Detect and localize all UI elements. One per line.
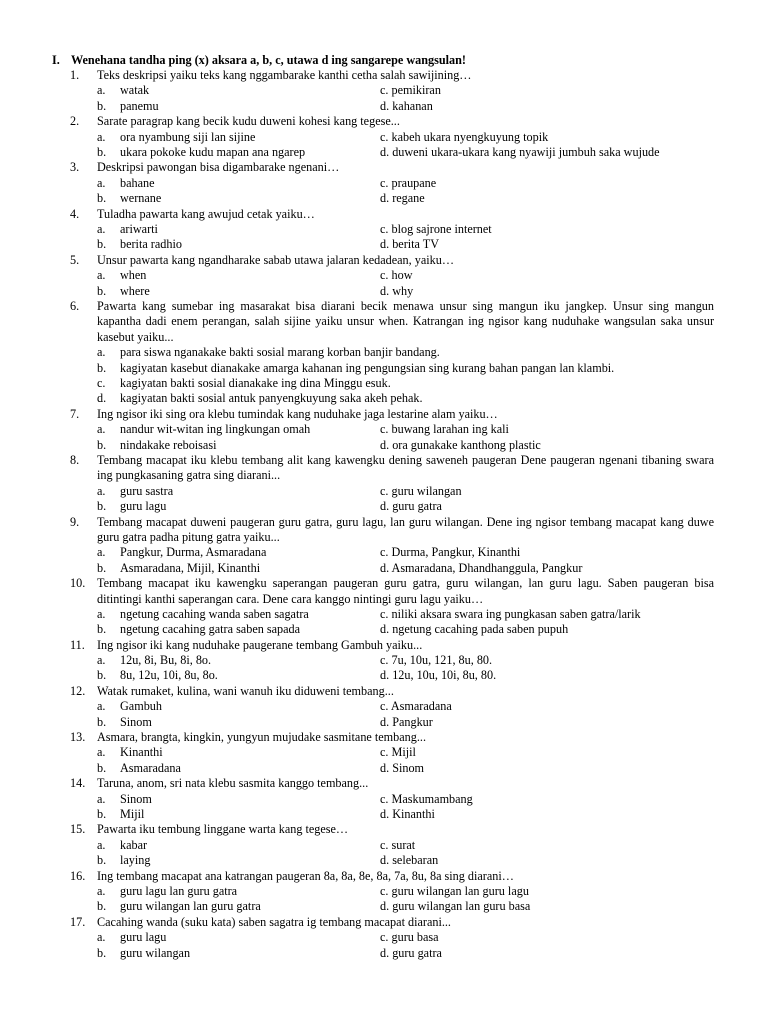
option-row xyxy=(0,668,768,683)
option-d: d. berita TV xyxy=(380,237,440,252)
question-text: Tembang macapat duweni paugeran guru gatra, guru lagu, lan guru wilangan. Dene ing ngisor tembang macapat kang duwe guru gatra padha pitung gatra yaiku... xyxy=(97,514,714,544)
option-a: guru lagu lan guru gatra xyxy=(120,884,238,899)
option-b: Sinom xyxy=(120,714,152,729)
option-letter: a. xyxy=(97,422,106,437)
option-d: d. kahanan xyxy=(380,98,433,113)
option-a: when xyxy=(120,268,147,283)
option-letter: a. xyxy=(97,345,106,360)
question-item xyxy=(0,515,768,577)
option-a: 12u, 8i, Bu, 8i, 8o. xyxy=(120,653,212,668)
option-row xyxy=(0,838,768,853)
question-text: Deskripsi pawongan bisa digambarake ngenani… xyxy=(97,160,340,175)
option-letter: a. xyxy=(97,83,106,98)
option-letter: d. xyxy=(97,391,107,406)
option-c: c. Maskumambang xyxy=(380,791,473,806)
option-a: Gambuh xyxy=(120,699,162,714)
option-row xyxy=(0,884,768,899)
question-item xyxy=(0,160,768,206)
question-item xyxy=(0,638,768,684)
question-item xyxy=(0,207,768,253)
question-number: 2. xyxy=(70,114,80,129)
option-row xyxy=(0,83,768,98)
option-b: 8u, 12u, 10i, 8u, 8o. xyxy=(120,668,218,683)
option-c: c. blog sajrone internet xyxy=(380,221,492,236)
question-item xyxy=(0,730,768,776)
option-row xyxy=(0,484,768,499)
option-letter: b. xyxy=(97,945,107,960)
option-a: Pangkur, Durma, Asmaradana xyxy=(120,545,267,560)
option-a: watak xyxy=(120,83,150,98)
question-number: 16. xyxy=(70,868,86,883)
option-row xyxy=(0,499,768,514)
option-c: c. niliki aksara swara ing pungkasan saben gatra/larik xyxy=(380,606,641,621)
option-row xyxy=(0,422,768,437)
question-text: Unsur pawarta kang ngandharake sabab utawa jalaran kedadean, yaiku… xyxy=(97,252,455,267)
option-letter: b. xyxy=(97,499,107,514)
question-item xyxy=(0,253,768,299)
option-d: d. Kinanthi xyxy=(380,807,435,822)
option-letter: b. xyxy=(97,668,107,683)
option-row xyxy=(0,699,768,714)
option-letter: b. xyxy=(97,560,107,575)
question-text: Pawarta iku tembung linggane warta kang tegese… xyxy=(97,822,349,837)
question-item xyxy=(0,915,768,961)
section-heading xyxy=(0,52,768,68)
option-c: c. Asmaradana xyxy=(380,699,452,714)
question-text: Cacahing wanda (suku kata) saben sagatra ig tembang macapat diarani... xyxy=(97,914,451,929)
option-letter: b. xyxy=(97,760,107,775)
option-row xyxy=(0,438,768,453)
option-c: c. surat xyxy=(380,837,416,852)
question-number: 8. xyxy=(70,452,80,467)
option-letter: a. xyxy=(97,653,106,668)
question-item xyxy=(0,576,768,638)
option-c: c. Durma, Pangkur, Kinanthi xyxy=(380,545,521,560)
option-letter: a. xyxy=(97,606,106,621)
option-c: c. pemikiran xyxy=(380,83,441,98)
option-row xyxy=(0,715,768,730)
question-text: Sarate paragrap kang becik kudu duweni kohesi kang tegese... xyxy=(97,114,400,129)
option-letter: a. xyxy=(97,545,106,560)
option-d: d. ngetung cacahing pada saben pupuh xyxy=(380,622,569,637)
option-letter: a. xyxy=(97,884,106,899)
option-b: wernane xyxy=(120,191,162,206)
option-row xyxy=(0,545,768,560)
option-c: c. guru wilangan lan guru lagu xyxy=(380,884,529,899)
option-c: c. guru wilangan xyxy=(380,483,462,498)
option-b: Asmaradana, Mijil, Kinanthi xyxy=(120,560,261,575)
section-number: I. xyxy=(52,53,60,67)
option-text: kagiyatan kasebut dianakake amarga kahanan ing pengungsian sing kurang bahan pangan lan klambi. xyxy=(120,360,615,375)
option-c: c. kabeh ukara nyengkuyung topik xyxy=(380,129,549,144)
option-letter: a. xyxy=(97,699,106,714)
option-letter: a. xyxy=(97,268,106,283)
question-item xyxy=(0,114,768,160)
question-list xyxy=(0,68,768,961)
question-number: 5. xyxy=(70,252,80,267)
option-b: ukara pokoke kudu mapan ana ngarep xyxy=(120,144,306,159)
question-text: Tembang macapat iku klebu tembang alit kang kawengku dening saweneh paugeran Dene paugeran ngenani tibaning swara ing pungkasaning gatra sing diarani... xyxy=(97,452,714,483)
question-item xyxy=(0,407,768,453)
option-row xyxy=(0,145,768,160)
question-item xyxy=(0,684,768,730)
option-a: ora nyambung siji lan sijine xyxy=(120,129,256,144)
question-number: 17. xyxy=(70,914,86,929)
option-c: c. buwang larahan ing kali xyxy=(380,422,509,437)
question-text: Ing ngisor iki kang nuduhake paugerane tembang Gambuh yaiku... xyxy=(97,637,423,652)
option-d: d. regane xyxy=(380,191,425,206)
option-d: d. Pangkur xyxy=(380,714,433,729)
option-letter: a. xyxy=(97,221,106,236)
option-b: panemu xyxy=(120,98,159,113)
option-letter: a. xyxy=(97,837,106,852)
question-number: 13. xyxy=(70,730,86,745)
option-text: kagiyatan bakti sosial dianakake ing dina Minggu esuk. xyxy=(120,375,391,390)
option-letter: a. xyxy=(97,483,106,498)
option-row xyxy=(0,237,768,252)
option-b: guru lagu xyxy=(120,499,167,514)
question-text: Teks deskripsi yaiku teks kang nggambarake kanthi cetha salah sawijining… xyxy=(97,68,472,82)
option-d: d. selebaran xyxy=(380,853,439,868)
question-item xyxy=(0,453,768,515)
option-a: kabar xyxy=(120,837,148,852)
option-letter: b. xyxy=(97,144,107,159)
question-item xyxy=(0,299,768,407)
question-item xyxy=(0,869,768,915)
option-d: d. why xyxy=(380,283,414,298)
section-instructions: Wenehana tandha ping (x) aksara a, b, c, utawa d ing sangarepe wangsulan! xyxy=(71,53,466,67)
option-letter: b. xyxy=(97,622,107,637)
option-row xyxy=(0,376,768,391)
question-number: 15. xyxy=(70,822,86,837)
option-b: berita radhio xyxy=(120,237,182,252)
option-letter: a. xyxy=(97,930,106,945)
option-a: bahane xyxy=(120,175,155,190)
option-letter: b. xyxy=(97,807,107,822)
option-a: guru lagu xyxy=(120,930,167,945)
option-text: kagiyatan bakti sosial antuk panyengkuyung saka akeh pehak. xyxy=(120,391,423,406)
question-number: 4. xyxy=(70,206,80,221)
question-text: Ing ngisor iki sing ora klebu tumindak kang nuduhake jaga lestarine alam yaiku… xyxy=(97,406,498,421)
option-b: guru wilangan xyxy=(120,945,191,960)
option-c: c. guru basa xyxy=(380,930,439,945)
question-text: Pawarta kang sumebar ing masarakat bisa diarani becik menawa unsur sing mangun iku jangkep. Unsur sing mangun kapantha dadi enem perangan, salah sijine yaiku unsur when. Katrangan ing ngisor kang nuduhake wangsulan saka unsur kasebut yaiku... xyxy=(97,298,714,344)
option-row xyxy=(0,745,768,760)
option-row xyxy=(0,930,768,945)
option-letter: a. xyxy=(97,175,106,190)
option-row xyxy=(0,391,768,406)
option-d: d. guru gatra xyxy=(380,945,442,960)
question-text: Taruna, anom, sri nata klebu sasmita kanggo tembang... xyxy=(97,776,369,791)
option-letter: c. xyxy=(97,375,106,390)
option-d: d. 12u, 10u, 10i, 8u, 80. xyxy=(380,668,497,683)
option-a: guru sastra xyxy=(120,483,174,498)
question-item xyxy=(0,822,768,868)
question-text: Tembang macapat iku kawengku saperangan paugeran guru gatra, guru wilangan, lan guru lagu. Saben paugeran bisa ditintingi kanthi saperangan cara. Dene cara kanggo nintingi guru lagu yaiku… xyxy=(97,576,714,606)
option-b: where xyxy=(120,283,150,298)
question-number: 3. xyxy=(70,160,80,175)
option-letter: b. xyxy=(97,98,107,113)
option-a: Sinom xyxy=(120,791,152,806)
option-row xyxy=(0,761,768,776)
option-d: d. duweni ukara-ukara kang nyawiji jumbuh saka wujude xyxy=(380,144,660,159)
option-row xyxy=(0,807,768,822)
option-a: nandur wit-witan ing lingkungan omah xyxy=(120,422,311,437)
option-b: guru wilangan lan guru gatra xyxy=(120,899,261,914)
option-a: Kinanthi xyxy=(120,745,163,760)
option-d: d. ora gunakake kanthong plastic xyxy=(380,437,541,452)
option-c: c. praupane xyxy=(380,175,437,190)
option-letter: a. xyxy=(97,129,106,144)
option-letter: b. xyxy=(97,714,107,729)
option-row xyxy=(0,99,768,114)
option-row xyxy=(0,176,768,191)
question-number: 11. xyxy=(70,637,85,652)
option-row xyxy=(0,361,768,376)
option-row xyxy=(0,899,768,914)
option-letter: b. xyxy=(97,283,107,298)
option-letter: a. xyxy=(97,791,106,806)
question-number: 14. xyxy=(70,776,86,791)
question-text: Watak rumaket, kulina, wani wanuh iku diduweni tembang... xyxy=(97,683,394,698)
option-d: d. Sinom xyxy=(380,760,425,775)
option-letter: b. xyxy=(97,191,107,206)
option-c: c. Mijil xyxy=(380,745,416,760)
option-letter: b. xyxy=(97,853,107,868)
question-number: 6. xyxy=(70,298,80,313)
option-row xyxy=(0,946,768,961)
question-number: 12. xyxy=(70,683,86,698)
option-c: c. how xyxy=(380,268,413,283)
option-c: c. 7u, 10u, 121, 8u, 80. xyxy=(380,653,493,668)
option-row xyxy=(0,792,768,807)
option-letter: b. xyxy=(97,360,107,375)
option-a: ngetung cacahing wanda saben sagatra xyxy=(120,606,309,621)
question-number: 7. xyxy=(70,406,80,421)
option-row xyxy=(0,222,768,237)
question-number: 9. xyxy=(70,514,80,529)
option-d: d. Asmaradana, Dhandhanggula, Pangkur xyxy=(380,560,583,575)
option-d: d. guru wilangan lan guru basa xyxy=(380,899,531,914)
option-a: ariwarti xyxy=(120,221,158,236)
option-row xyxy=(0,622,768,637)
question-number: 1. xyxy=(70,68,80,82)
option-b: nindakake reboisasi xyxy=(120,437,217,452)
option-row xyxy=(0,561,768,576)
question-text: Tuladha pawarta kang awujud cetak yaiku… xyxy=(97,206,315,221)
option-row xyxy=(0,130,768,145)
option-b: Mijil xyxy=(120,807,145,822)
option-row xyxy=(0,268,768,283)
option-row xyxy=(0,345,768,360)
option-b: laying xyxy=(120,853,151,868)
option-letter: a. xyxy=(97,745,106,760)
question-item xyxy=(0,776,768,822)
option-letter: b. xyxy=(97,899,107,914)
option-letter: b. xyxy=(97,437,107,452)
question-text: Ing tembang macapat ana katrangan paugeran 8a, 8a, 8e, 8a, 7a, 8u, 8a sing diarani… xyxy=(97,868,514,883)
option-row xyxy=(0,853,768,868)
question-item xyxy=(0,68,768,114)
option-b: Asmaradana xyxy=(120,760,181,775)
option-row xyxy=(0,653,768,668)
option-d: d. guru gatra xyxy=(380,499,442,514)
option-row xyxy=(0,284,768,299)
option-text: para siswa nganakake bakti sosial marang korban banjir bandang. xyxy=(120,345,440,360)
option-row xyxy=(0,607,768,622)
option-row xyxy=(0,191,768,206)
option-b: ngetung cacahing gatra saben sapada xyxy=(120,622,301,637)
option-letter: b. xyxy=(97,237,107,252)
question-text: Asmara, brangta, kingkin, yungyun mujudake sasmitane tembang... xyxy=(97,730,426,745)
question-number: 10. xyxy=(70,576,86,591)
